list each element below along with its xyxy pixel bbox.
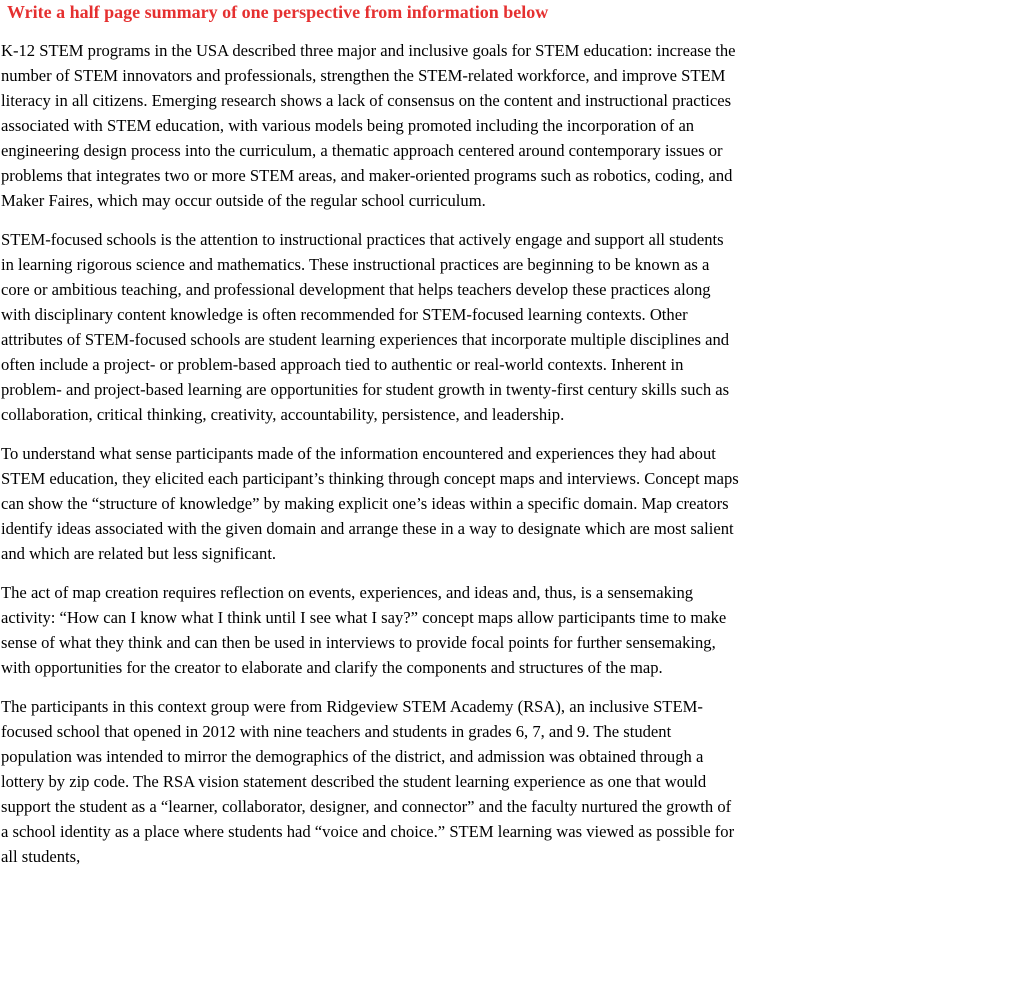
paragraph-stem-focused-schools: STEM-focused schools is the attention to instructional practices that actively engage and support all students in learning rigorous science and mathematics. These instructional practices are beginning to be known as a core or ambitious teaching, and professional development that helps teachers develop these practices along with disciplinary content knowledge is often recommended for STEM-focused learning contexts. Other attributes of STEM-focused schools are student learning experiences that incorporate multiple disciplines and often include a project- or problem-based approach tied to authentic or real-world contexts. Inherent in problem- and project-based learning are opportunities for student growth in twenty-first century skills such as collaboration, critical thinking, creativity, accountability, persistence, and leadership.	[1, 230, 730, 424]
paragraph-stem-goals: K-12 STEM programs in the USA described three major and inclusive goals for STEM education: increase the number of STEM innovators and professionals, strengthen the STEM-related workforce, and improve STEM literacy in all citizens. Emerging research shows a lack of consensus on the content and instructional practices associated with STEM education, with various models being promoted including the incorporation of an engineering design process into the curriculum, a thematic approach centered around contemporary issues or problems that integrates two or more STEM areas, and maker-oriented programs such as robotics, coding, and Maker Faires, which may occur outside of the regular school curriculum.	[1, 41, 736, 210]
paragraph-ridgeview-academy: The participants in this context group were from Ridgeview STEM Academy (RSA), an inclusive STEM-focused school that opened in 2012 with nine teachers and students in grades 6, 7, and 9. The student population was intended to mirror the demographics of the district, and admission was obtained through a lottery by zip code. The RSA vision statement described the student learning experience as one that would support the student as a “learner, collaborator, designer, and connector” and the faculty nurtured the growth of a school identity as a place where students had “voice and choice.” STEM learning was viewed as possible for all students,	[1, 697, 735, 866]
paragraph-concept-maps: To understand what sense participants made of the information encountered and experiences they had about STEM education, they elicited each participant’s thinking through concept maps and interviews. Concept maps can show the “structure of knowledge” by making explicit one’s ideas within a specific domain. Map creators identify ideas associated with the given domain and arrange these in a way to designate which are most salient and which are related but less significant.	[1, 444, 739, 563]
assignment-heading: Write a half page summary of one perspective from information below	[7, 2, 549, 22]
paragraph-map-creation: The act of map creation requires reflection on events, experiences, and ideas and, thus, is a sensemaking activity: “How can I know what I think until I see what I say?” concept maps allow participants time to make sense of what they think and can then be used in interviews to provide focal points for further sensemaking, with opportunities for the creator to elaborate and clarify the components and structures of the map.	[1, 583, 727, 677]
